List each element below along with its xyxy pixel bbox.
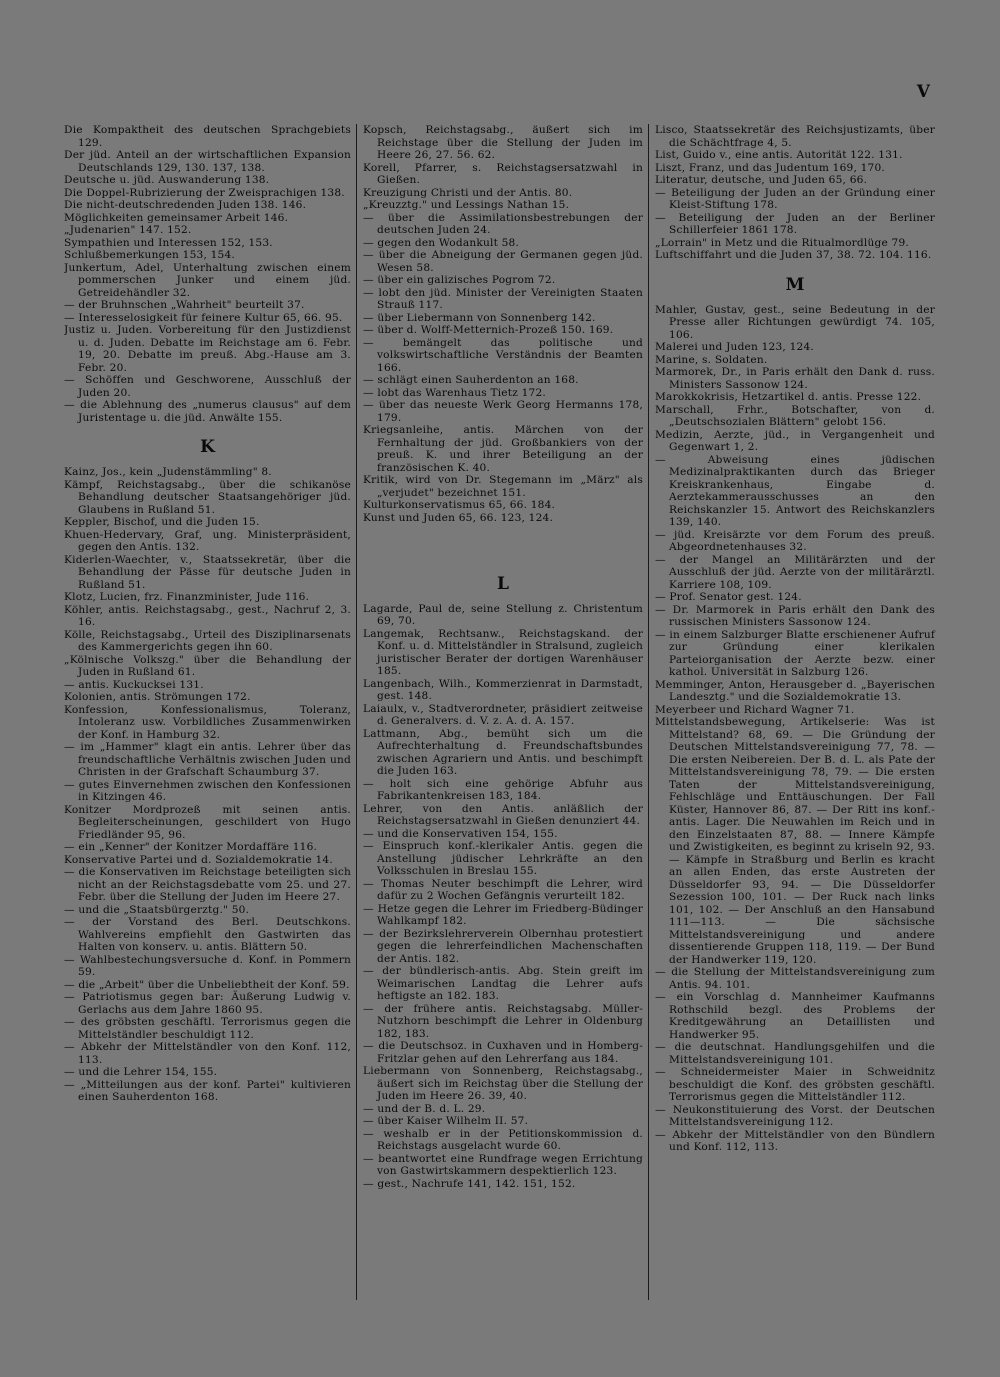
index-entry: Junkertum, Adel, Unterhaltung zwischen einem pommerschen Junker und einem jüd. Getreidehändler 32.	[64, 261, 351, 299]
index-entry: Literatur, deutsche, und Juden 65, 66.	[655, 174, 868, 186]
index-entry: Kolonien, antis. Strömungen 172.	[64, 691, 251, 703]
index-entry: Luftschiffahrt und die Juden 37, 38. 72. 104. 116.	[655, 249, 932, 261]
index-entry: Schlußbemerkungen 153, 154.	[64, 249, 235, 261]
index-entry: — über das neueste Werk Georg Hermanns 178, 179.	[363, 399, 643, 424]
index-entry: Kämpf, Reichstagsabg., über die schikanöse Behandlung deutscher Staatsangehöriger jüd. Glaubens in Rußland 51.	[64, 478, 351, 516]
index-entry: — Prof. Senator gest. 124.	[655, 591, 802, 603]
index-entry: „Lorrain" in Metz und die Ritualmordlüge 79.	[655, 236, 909, 249]
index-entry: Justiz u. Juden. Vorbereitung für den Justizdienst u. d. Juden. Debatte im Reichstage am 6. Febr. 19, 20. Debatte im preuß. Abg.-Hause am 3. Febr. 20.	[64, 324, 351, 374]
index-entry: — Interesselosigkeit für feinere Kultur 65, 66. 95.	[64, 311, 343, 324]
index-columns	[64, 124, 940, 1300]
section-letter: K	[200, 437, 215, 457]
index-entry: — Einspruch konf.-klerikaler Antis. gegen die Anstellung jüdischer Lehrkräfte an den Volksschulen in Breslau 155.	[363, 840, 643, 878]
index-entry: — lobt das Warenhaus Tietz 172.	[363, 386, 546, 399]
index-entry: — Wahlbestechungsversuche d. Konf. in Pommern 59.	[64, 953, 351, 978]
index-entry: Klotz, Lucien, frz. Finanzminister, Jude 116.	[64, 591, 310, 603]
index-entry: „Kreuzztg." und Lessings Nathan 15.	[363, 199, 570, 211]
index-entry: — Neukonstituierung des Vorst. der Deutschen Mittelstandsvereinigung 112.	[655, 1103, 935, 1128]
index-entry: — Patriotismus gegen bar: Äußerung Ludwig v. Gerlachs aus dem Jahre 1860 95.	[64, 991, 351, 1016]
index-entry: — Beteiligung der Juden an der Gründung einer Kleist-Stiftung 178.	[655, 186, 935, 211]
page-number: V	[916, 82, 930, 102]
index-entry: — die deutschnat. Handlungsgehilfen und die Mittelstandsvereinigung 101.	[655, 1041, 935, 1066]
index-entry: Lisco, Staatssekretär des Reichsjustizamts, über die Schächtfrage 4, 5.	[655, 124, 935, 149]
index-entry: Khuen-Hedervary, Graf, ung. Ministerpräsident, gegen den Antis. 132.	[64, 528, 351, 553]
index-entry: — schlägt einen Sauherdenton an 168.	[363, 374, 579, 386]
index-entry: — die Konservativen im Reichstage beteiligten sich nicht an der Reichstagsdebatte vom 25. und 27. Febr. über die Stellung der Juden im Heere 27.	[64, 866, 351, 903]
index-column-3	[648, 124, 940, 1300]
index-entry: — gegen den Wodankult 58.	[363, 236, 520, 249]
index-entry: — und die Lehrer 154, 155.	[64, 1066, 218, 1078]
index-entry: Kunst und Juden 65, 66. 123, 124.	[363, 511, 554, 524]
index-entry: Kiderlen-Waechter, v., Staatssekretär, über die Behandlung der Pässe für deutsche Juden in Rußland 51.	[64, 553, 351, 591]
index-entry: Kreuzigung Christi und der Antis. 80.	[363, 186, 573, 199]
index-entry: — im „Hammer" klagt ein antis. Lehrer über das freundschaftliche Verhältnis zwischen Juden und Christen in der Grafschaft Schaumburg 37.	[64, 741, 351, 778]
index-entry: Die Doppel-Rubrizierung der Zweisprachigen 138.	[64, 186, 345, 199]
index-entry: Die Kompaktheit des deutschen Sprachgebiets 129.	[64, 124, 351, 149]
index-entry: Marschall, Frhr., Botschafter, von d. „Deutschsozialen Blättern" gelobt 156.	[655, 403, 935, 428]
index-entry: Kopsch, Reichstagsabg., äußert sich im Reichstage über die Stellung der Juden im Heere 26, 27. 56. 62.	[363, 124, 643, 161]
index-entry: — über die Assimilationsbestrebungen der deutschen Juden 24.	[363, 211, 643, 236]
index-entry: Konfession, Konfessionalismus, Toleranz, Intoleranz usw. Vorbildliches Zusammenwirken der Konf. in Hamburg 32.	[64, 703, 351, 741]
index-entry: — ein Vorschlag d. Mannheimer Kaufmanns Rothschild bezgl. des Problems der Kreditgewährung an Detaillisten und Handwerker 95.	[655, 991, 935, 1041]
index-entry: — und der B. d. L. 29.	[363, 1102, 486, 1115]
index-entry: — über Liebermann von Sonnenberg 142.	[363, 311, 596, 324]
index-entry: Lagarde, Paul de, seine Stellung z. Christentum 69, 70.	[363, 602, 643, 628]
index-entry: Kritik, wird von Dr. Stegemann im „März" als „verjudet" bezeichnet 151.	[363, 474, 643, 499]
index-entry: — der Bruhnschen „Wahrheit" beurteilt 37.	[64, 299, 305, 311]
index-entry: Marmorek, Dr., in Paris erhält den Dank d. russ. Ministers Sassonow 124.	[655, 366, 935, 391]
index-entry: Sympathien und Interessen 152, 153.	[64, 236, 273, 249]
index-entry: Meyerbeer und Richard Wagner 71.	[655, 703, 855, 716]
index-entry: Lattmann, Abg., bemüht sich um die Aufrechterhaltung d. Freundschaftsbundes zwischen Agrariern und Antis. und beschimpft die Juden 163.	[363, 727, 643, 778]
index-entry: Köhler, antis. Reichstagsabg., gest., Nachruf 2, 3. 16.	[64, 603, 351, 628]
index-entry: — der Bezirkslehrerverein Olbernhau protestiert gegen die lehrerfeindlichen Machenschaften der Antis. 182.	[363, 927, 643, 965]
index-entry: — Schneidermeister Maier in Schweidnitz beschuldigt die Konf. des gröbsten geschäftl. Terrorismus gegen die Mittelständler 112.	[655, 1066, 935, 1103]
index-entry: List, Guido v., eine antis. Autorität 122. 131.	[655, 149, 903, 161]
index-entry: — lobt den jüd. Minister der Vereinigten Staaten Strauß 117.	[363, 286, 643, 311]
index-entry: Kölle, Reichstagsabg., Urteil des Disziplinarsenats des Kammergerichts gegen ihn 60.	[64, 628, 351, 653]
index-entry: Malerei und Juden 123, 124.	[655, 341, 814, 353]
index-entry: — antis. Kuckucksei 131.	[64, 678, 204, 691]
index-entry: Langenbach, Wilh., Kommerzienrat in Darmstadt, gest. 148.	[363, 677, 643, 703]
index-entry: „Judenarien" 147. 152.	[64, 224, 192, 236]
index-entry: — Abkehr der Mittelständler von den Konf. 112, 113.	[64, 1041, 351, 1066]
index-entry: — die Stellung der Mittelstandsvereinigung zum Antis. 94. 101.	[655, 966, 935, 991]
index-entry: — gutes Einvernehmen zwischen den Konfessionen in Kitzingen 46.	[64, 778, 351, 803]
index-column-1	[64, 124, 356, 1300]
index-entry: — Dr. Marmorek in Paris erhält den Dank des russischen Ministers Sassonow 124.	[655, 603, 935, 628]
index-entry: — des gröbsten geschäftl. Terrorismus gegen die Mittelständler beschuldigt 112.	[64, 1016, 351, 1041]
index-entry: Laiaulx, v., Stadtverordneter, präsidiert zeitweise d. Generalvers. d. V. z. A. d. A. 157.	[363, 702, 643, 728]
index-entry: — bemängelt das politische und volkswirtschaftliche Verständnis der Beamten 166.	[363, 336, 643, 374]
index-entry: Kainz, Jos., kein „Judenstämmling" 8.	[64, 466, 272, 478]
index-entry: — beantwortet eine Rundfrage wegen Errichtung von Gastwirtskammern despektierlich 123.	[363, 1152, 643, 1178]
index-entry: — die Deutschsoz. in Cuxhaven und in Homberg-Fritzlar gehen auf den Lehrerfang aus 184.	[363, 1040, 643, 1065]
index-entry: — Abweisung eines jüdischen Medizinalpraktikanten durch das Brieger Kreiskrankenhaus, Eingabe d. Aerztekammerausschusses an den Reichskanzler 15. Antwort des Reichskanzlers 139, 140.	[655, 453, 935, 528]
index-entry: Der jüd. Anteil an der wirtschaftlichen Expansion Deutschlands 129, 130. 137, 138.	[64, 149, 351, 174]
index-entry: — weshalb er in der Petitionskommission d. Reichstags ausgelacht wurde 60.	[363, 1127, 643, 1153]
index-entry: Keppler, Bischof, und die Juden 15.	[64, 516, 260, 528]
index-column-2	[356, 124, 648, 1300]
index-entry: Die nicht-deutschredenden Juden 138. 146.	[64, 199, 307, 211]
index-entry: Marokkokrisis, Hetzartikel d. antis. Presse 122.	[655, 391, 922, 403]
index-entry: „Kölnische Volkszg." über die Behandlung der Juden in Rußland 61.	[64, 653, 351, 678]
index-entry: Memminger, Anton, Herausgeber d. „Bayerischen Landesztg." und die Sozialdemokratie 13.	[655, 678, 935, 703]
index-entry: Kulturkonservatismus 65, 66. 184.	[363, 499, 556, 511]
index-entry: — der frühere antis. Reichstagsabg. Müller-Nutzhorn beschimpft die Lehrer in Oldenburg 182, 183.	[363, 1002, 643, 1040]
index-entry: — über ein galizisches Pogrom 72.	[363, 274, 556, 286]
index-entry: — der Mangel an Militärärzten und der Ausschluß der jüd. Aerzte von der militärärztl. Karriere 108, 109.	[655, 553, 935, 591]
index-entry: — in einem Salzburger Blatte erschienener Aufruf zur Gründung einer klerikalen Parteiorganisation der Aerzte bezw. einer kathol. Universität in Salzburg 126.	[655, 628, 935, 678]
index-entry: Konitzer Mordprozeß mit seinen antis. Begleiterscheinungen, geschildert von Hugo Friedländer 95, 96.	[64, 803, 351, 841]
index-entry: — Abkehr der Mittelständler von den Bündlern und Konf. 112, 113.	[655, 1128, 935, 1153]
index-entry: — und die Konservativen 154, 155.	[363, 827, 558, 840]
index-entry: — Schöffen und Geschworene, Ausschluß der Juden 20.	[64, 374, 351, 399]
index-entry: — über Kaiser Wilhelm II. 57.	[363, 1115, 529, 1128]
index-entry: — jüd. Kreisärzte vor dem Forum des preuß. Abgeordnetenhauses 32.	[655, 528, 935, 553]
index-entry: Konservative Partei und d. Sozialdemokratie 14.	[64, 853, 333, 866]
section-letter: L	[497, 573, 509, 594]
index-entry: Korell, Pfarrer, s. Reichstagsersatzwahl in Gießen.	[363, 161, 643, 186]
index-entry: — die Ablehnung des „numerus clausus" auf dem Juristentage u. die jüd. Anwälte 155.	[64, 399, 351, 424]
index-entry: Möglichkeiten gemeinsamer Arbeit 146.	[64, 211, 289, 224]
index-entry: — „Mitteilungen aus der konf. Partei" kultivieren einen Sauherdenton 168.	[64, 1078, 351, 1103]
index-entry: Marine, s. Soldaten.	[655, 353, 768, 366]
index-entry: — Hetze gegen die Lehrer im Friedberg-Büdinger Wahlkampf 182.	[363, 902, 643, 928]
index-entry: Kriegsanleihe, antis. Märchen von der Fernhaltung der jüd. Großbankiers von der preuß. K. und ihrer Beteiligung an der französischen K. 40.	[363, 424, 643, 474]
index-entry: — der Vorstand des Berl. Deutschkons. Wahlvereins empfiehlt den Gastwirten das Halten von konserv. u. antis. Blättern 50.	[64, 916, 351, 953]
index-entry: — Beteiligung der Juden an der Berliner Schillerfeier 1861 178.	[655, 211, 935, 236]
index-entry: — über die Abneigung der Germanen gegen jüd. Wesen 58.	[363, 249, 643, 274]
index-entry: Mahler, Gustav, gest., seine Bedeutung in der Presse aller Richtungen gewürdigt 74. 105, 106.	[655, 303, 935, 341]
index-entry: — und die „Staatsbürgerztg." 50.	[64, 903, 250, 916]
index-entry: Mittelstandsbewegung, Artikelserie: Was ist Mittelstand? 68, 69. — Die Gründung der Deutschen Mittelstandsvereinigung 77, 78. — Die ersten Neibereien. Der B. d. L. als Pate der Mittelstandsvereinigung 78, 79. — Die ersten Taten der Mittelstandsvereinigung, Fehlschläge und Enttäuschungen. Der Fall Küster, Hannover 86, 87. — Der Ritt ins konf.-antis. Lager. Die Neuwahlen im Reich und in den Einzelstaaten 87, 88. — Innere Kämpfe und Zwistigkeiten, es beginnt zu kriseln 92, 93. — Kämpfe in Straßburg und Berlin es kracht an allen Enden, das erste Austreten der Düsseldorfer 93, 94. — Die Düsseldorfer Sezession 100, 101. — Der Ruck nach links 101, 102. — Der Anschluß an den Hansabund 111—113. — Die sächsische Mittelstandsvereinigung und andere dissentierende Gruppen 118, 119. — Der Bund der Handwerker 119, 120.	[655, 716, 935, 966]
index-entry: — gest., Nachrufe 141, 142. 151, 152.	[363, 1177, 576, 1190]
index-entry: — ein „Kenner" der Konitzer Mordaffäre 116.	[64, 841, 318, 853]
index-entry: — die „Arbeit" über die Unbeliebtheit der Konf. 59.	[64, 978, 350, 991]
index-entry: Lehrer, von den Antis. anläßlich der Reichstagsersatzwahl in Gießen denunziert 44.	[363, 802, 643, 828]
index-entry: Medizin, Aerzte, jüd., in Vergangenheit und Gegenwart 1, 2.	[655, 428, 935, 453]
index-entry: — holt sich eine gehörige Abfuhr aus Fabrikantenkreisen 183, 184.	[363, 777, 643, 803]
index-entry: Langemak, Rechtsanw., Reichstagskand. der Konf. u. d. Mittelständler in Stralsund, zugleich juristischer Berater der dortigen Warenhäuser 185.	[363, 627, 643, 678]
column-gap	[363, 535, 643, 561]
index-entry: Deutsche u. jüd. Auswanderung 138.	[64, 174, 270, 186]
index-entry: — Thomas Neuter beschimpft die Lehrer, wird dafür zu 2 Wochen Gefängnis verurteilt 182.	[363, 877, 643, 903]
index-entry: — der bündlerisch-antis. Abg. Stein greift im Weimarischen Landtag die Lehrer aufs heftigste an 182. 183.	[363, 965, 643, 1003]
section-letter: M	[785, 274, 805, 295]
index-entry: Liebermann von Sonnenberg, Reichstagsabg., äußert sich im Reichstag über die Stellung der Juden im Heere 26. 39, 40.	[363, 1065, 643, 1103]
index-entry: — über d. Wolff-Metternich-Prozeß 150. 169.	[363, 324, 614, 336]
index-entry: Liszt, Franz, und das Judentum 169, 170.	[655, 161, 885, 174]
